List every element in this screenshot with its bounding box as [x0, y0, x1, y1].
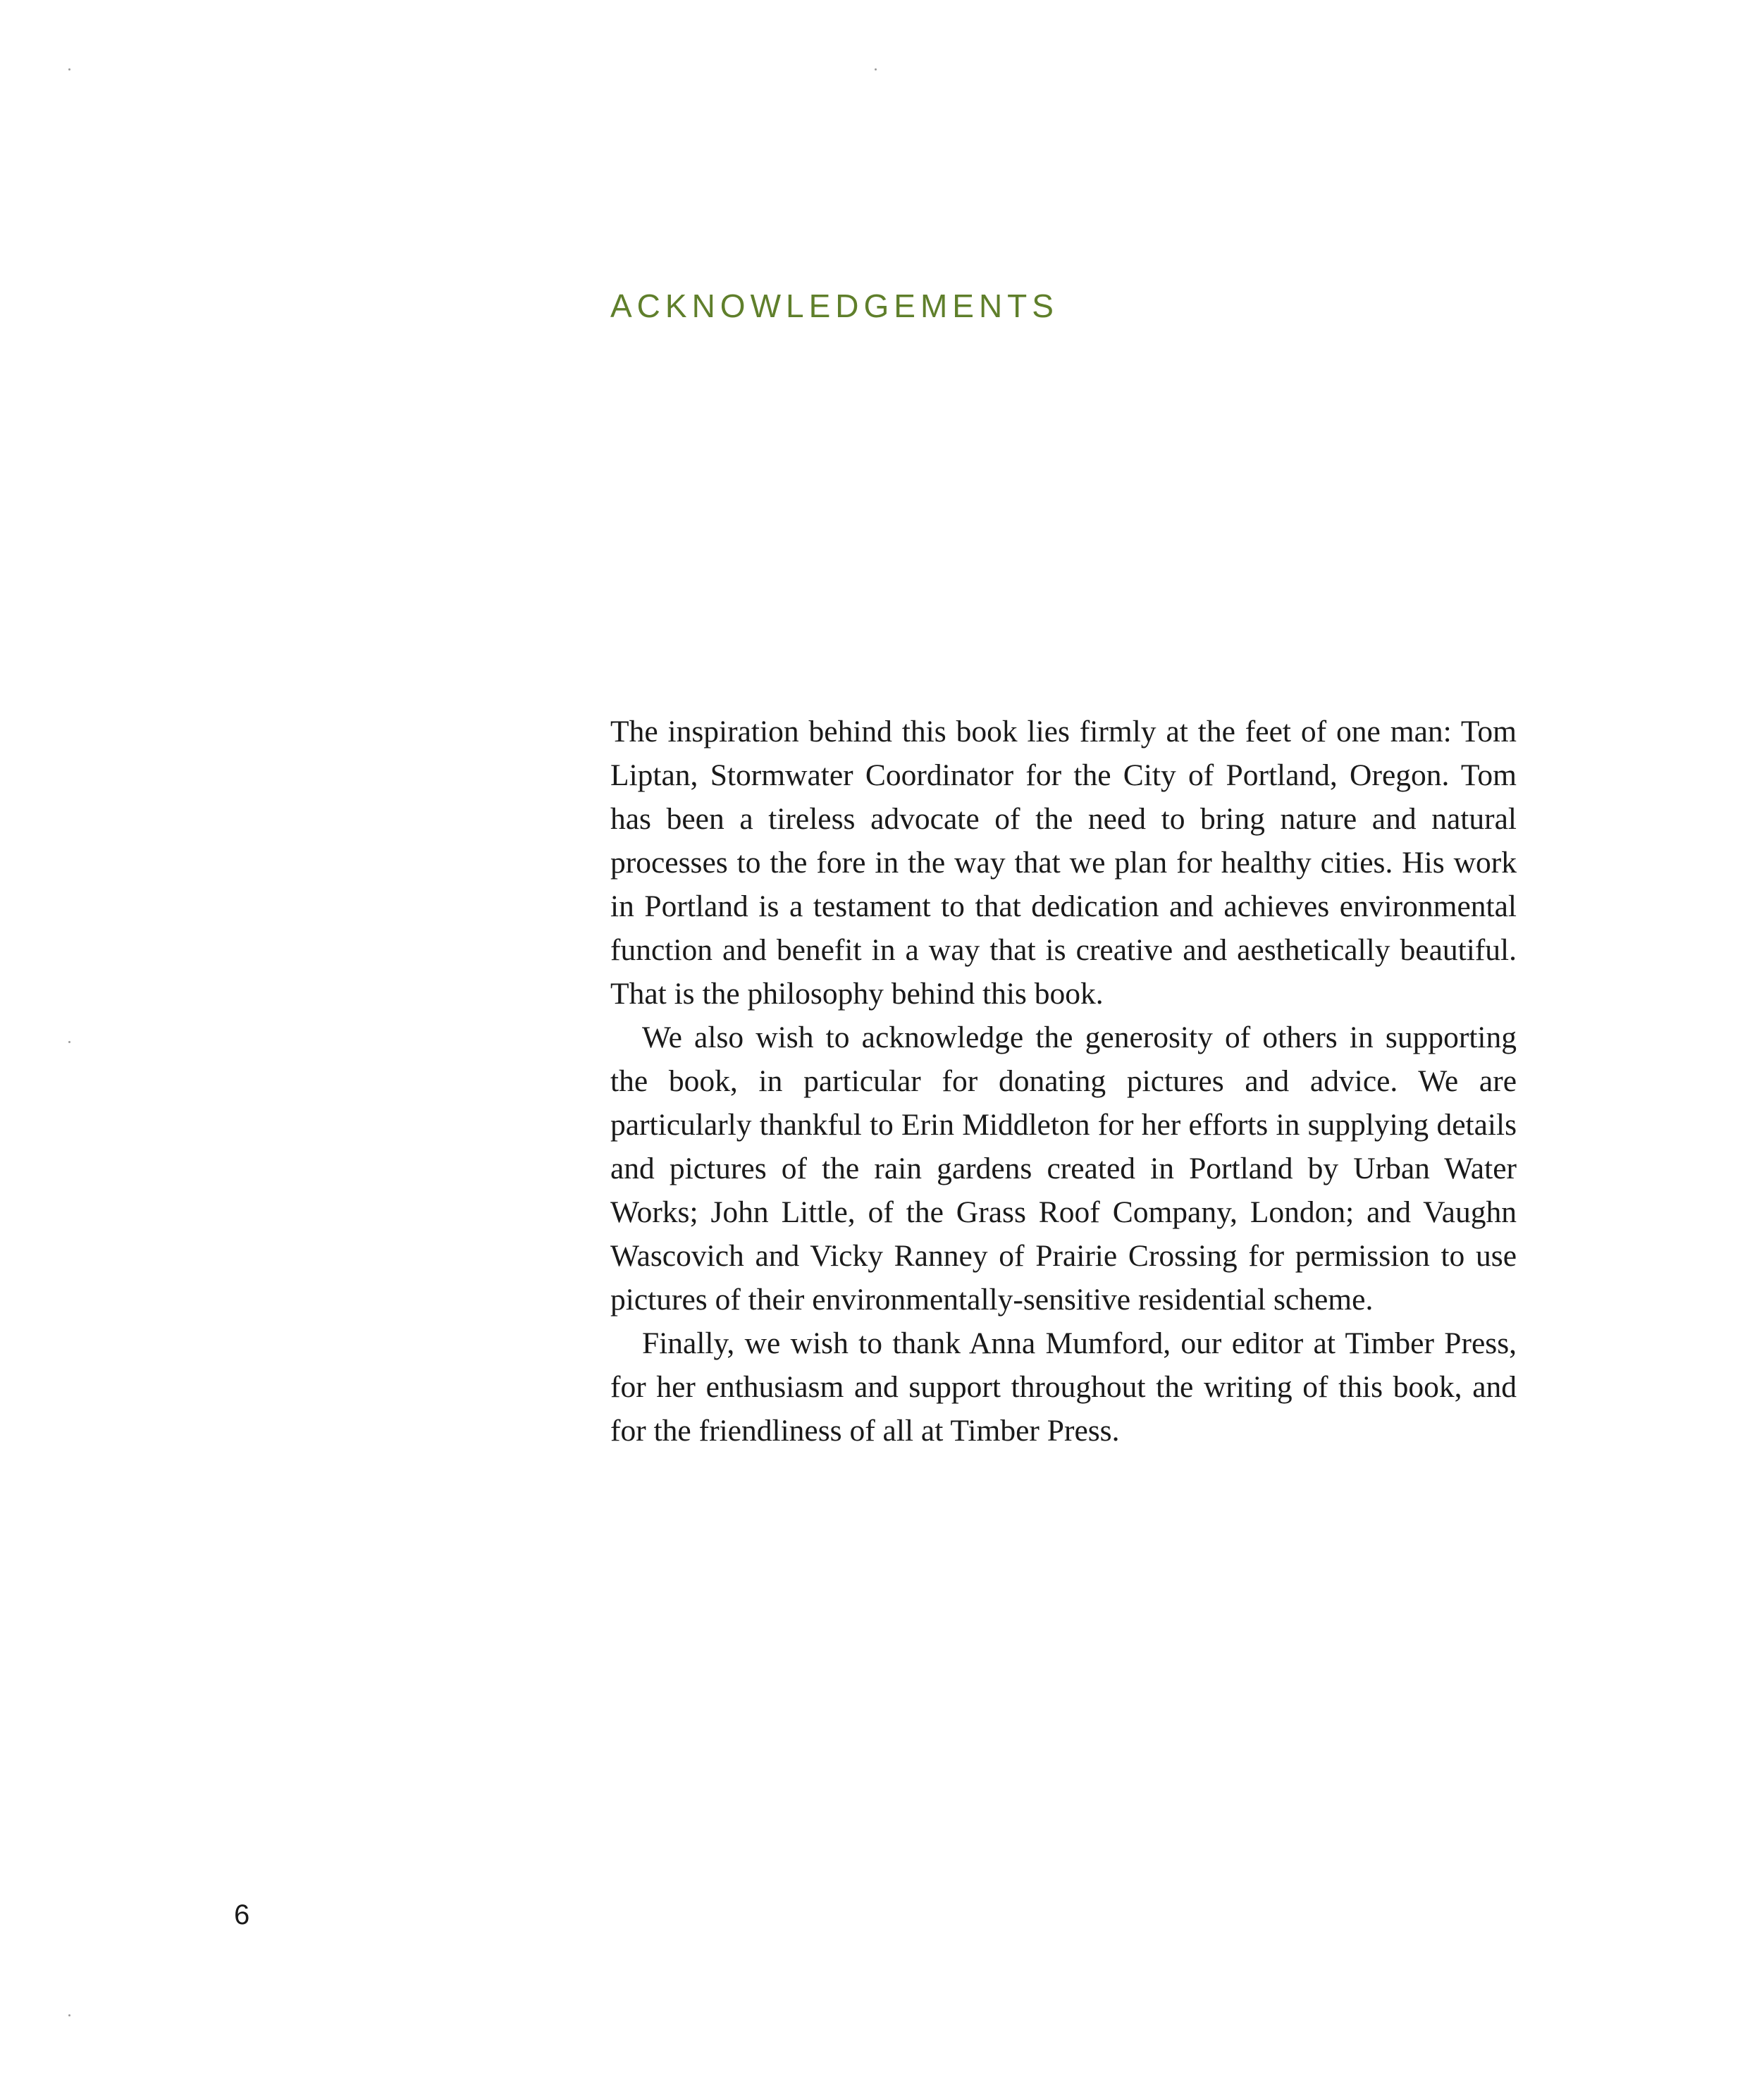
crop-mark-middle-left	[68, 1041, 70, 1043]
paragraph-3: Finally, we wish to thank Anna Mumford, our editor at Timber Press, for her enthusiasm and support throughout the writing of this book, and for the friendliness of all at Timber Press.	[610, 1326, 1517, 1448]
page-number: 6	[234, 1899, 250, 1930]
paragraph-2: We also wish to acknowledge the generosity of others in supporting the book, in particular for donating pictures and advice. We are particularly thankful to Erin Middleton for her efforts in supplying details and pictures of the rain gardens created in Portland by Urban Water Works; John Little, of the Grass Roof Company, London; and Vaughn Wascovich and Vicky Ranney of Prairie Crossing for permission to use pictures of their environmentally-sensitive residential scheme.	[610, 1021, 1517, 1317]
page-title: ACKNOWLEDGEMENTS	[610, 288, 1059, 324]
crop-mark-top-center	[875, 68, 877, 70]
acknowledgements-body	[610, 710, 1517, 1453]
crop-mark-bottom-left	[68, 2014, 70, 2016]
crop-mark-top-left	[68, 68, 70, 70]
paragraph-1: The inspiration behind this book lies firmly at the feet of one man: Tom Liptan, Stormwater Coordinator for the City of Portland, Oregon. Tom has been a tireless advocate of the need to bring nature and natural processes to the fore in the way that we plan for healthy cities. His work in Portland is a testament to that dedication and achieves environmental function and benefit in a way that is creative and aesthetically beautiful. That is the philosophy behind this book.	[610, 715, 1517, 1011]
